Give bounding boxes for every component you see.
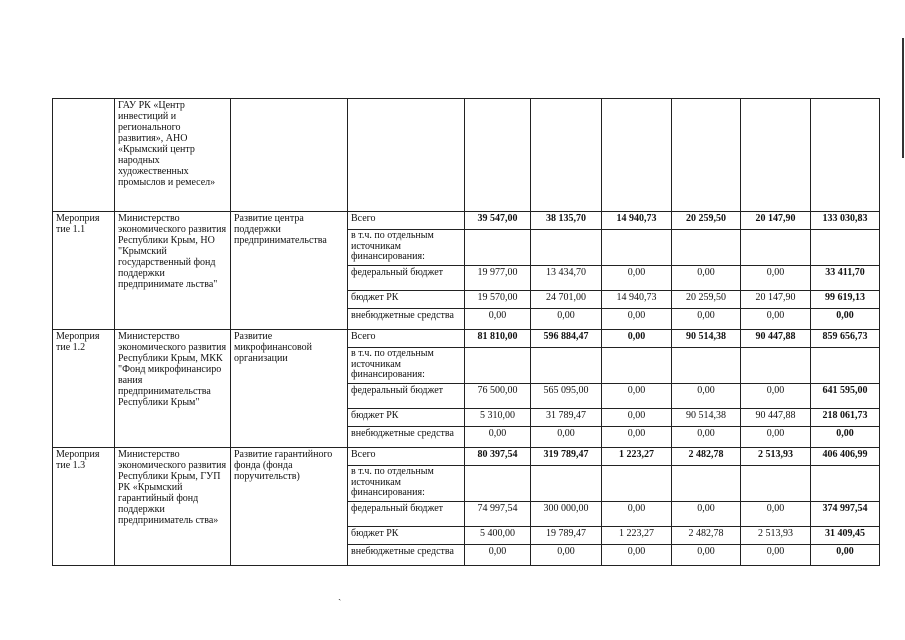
total-value-cell: 133 030,83 (811, 212, 880, 230)
source-label-cell: бюджет РК (348, 291, 465, 309)
title-cell: Развитие микрофинансовой организации (231, 330, 348, 448)
value-cell: 90 514,38 (672, 409, 741, 427)
stray-mark: ˏ (338, 590, 342, 601)
value-cell (602, 466, 672, 502)
source-label-cell: федеральный бюджет (348, 502, 465, 527)
value-cell: 0,00 (741, 502, 811, 527)
value-cell: 13 434,70 (531, 266, 602, 291)
value-cell (602, 348, 672, 384)
source-label-cell: федеральный бюджет (348, 384, 465, 409)
table-row (53, 448, 880, 466)
value-cell: 2 513,93 (741, 527, 811, 545)
value-cell: 20 259,50 (672, 212, 741, 230)
total-value-cell (811, 348, 880, 384)
value-cell (672, 348, 741, 384)
value-cell: 0,00 (602, 266, 672, 291)
value-cell (465, 348, 531, 384)
value-cell: 1 223,27 (602, 448, 672, 466)
value-cell (741, 230, 811, 266)
value-cell: 0,00 (741, 427, 811, 448)
source-label-cell: в т.ч. по отдельным источникам финансирования: (348, 230, 465, 266)
total-value-cell: 859 656,73 (811, 330, 880, 348)
value-cell: 0,00 (602, 427, 672, 448)
continuation-row (53, 99, 880, 212)
value-cell: 0,00 (672, 309, 741, 330)
value-cell: 0,00 (602, 409, 672, 427)
total-value-cell: 0,00 (811, 309, 880, 330)
value-cell: 0,00 (602, 545, 672, 566)
value-cell: 0,00 (672, 384, 741, 409)
executor-cell: ГАУ РК «Центр инвестиций и регионального развития», АНО «Крымский центр народных художественных промыслов и ремесел» (115, 99, 231, 212)
source-cell (348, 99, 465, 212)
title-cell (231, 99, 348, 212)
value-cell: 565 095,00 (531, 384, 602, 409)
value-cell: 39 547,00 (465, 212, 531, 230)
value-cell: 0,00 (672, 266, 741, 291)
total-value-cell: 406 406,99 (811, 448, 880, 466)
event-name-cell: Мероприя тие 1.1 (53, 212, 115, 330)
table-row (53, 212, 880, 230)
value-cell: 74 997,54 (465, 502, 531, 527)
value-cell (531, 230, 602, 266)
value-cell: 81 810,00 (465, 330, 531, 348)
total-value-cell: 99 619,13 (811, 291, 880, 309)
value-cell: 0,00 (531, 545, 602, 566)
value-cell: 90 447,88 (741, 330, 811, 348)
value-cell (811, 99, 880, 212)
value-cell (602, 99, 672, 212)
total-value-cell: 641 595,00 (811, 384, 880, 409)
source-label-cell: бюджет РК (348, 527, 465, 545)
value-cell: 20 147,90 (741, 291, 811, 309)
value-cell: 0,00 (602, 502, 672, 527)
value-cell: 2 482,78 (672, 527, 741, 545)
source-label-cell: внебюджетные средства (348, 545, 465, 566)
source-label-cell: в т.ч. по отдельным источникам финансирования: (348, 348, 465, 384)
source-label-cell: в т.ч. по отдельным источникам финансирования: (348, 466, 465, 502)
value-cell: 0,00 (741, 384, 811, 409)
executor-cell: Министерство экономического развития Республики Крым, НО "Крымский государственный фонд поддержки предпринимате льства" (115, 212, 231, 330)
value-cell: 2 513,93 (741, 448, 811, 466)
value-cell (741, 348, 811, 384)
value-cell: 90 514,38 (672, 330, 741, 348)
value-cell: 5 310,00 (465, 409, 531, 427)
total-value-cell (811, 230, 880, 266)
value-cell (602, 230, 672, 266)
value-cell: 319 789,47 (531, 448, 602, 466)
value-cell: 14 940,73 (602, 212, 672, 230)
table-row (53, 330, 880, 348)
source-label-cell: Всего (348, 212, 465, 230)
value-cell: 0,00 (531, 427, 602, 448)
title-cell: Развитие центра поддержки предпринимательства (231, 212, 348, 330)
value-cell: 2 482,78 (672, 448, 741, 466)
value-cell: 0,00 (602, 384, 672, 409)
value-cell (531, 348, 602, 384)
value-cell: 0,00 (602, 309, 672, 330)
value-cell: 80 397,54 (465, 448, 531, 466)
value-cell (531, 99, 602, 212)
total-value-cell: 0,00 (811, 545, 880, 566)
value-cell: 596 884,47 (531, 330, 602, 348)
total-value-cell: 0,00 (811, 427, 880, 448)
value-cell: 19 570,00 (465, 291, 531, 309)
budget-table (52, 98, 880, 566)
value-cell: 0,00 (531, 309, 602, 330)
value-cell (672, 230, 741, 266)
source-label-cell: бюджет РК (348, 409, 465, 427)
event-name-cell: Мероприя тие 1.3 (53, 448, 115, 566)
total-value-cell (811, 466, 880, 502)
total-value-cell: 33 411,70 (811, 266, 880, 291)
source-label-cell: внебюджетные средства (348, 427, 465, 448)
value-cell: 0,00 (672, 427, 741, 448)
page-edge-line (902, 38, 904, 158)
value-cell (465, 99, 531, 212)
value-cell (465, 466, 531, 502)
value-cell: 20 147,90 (741, 212, 811, 230)
executor-cell: Министерство экономического развития Республики Крым, МКК "Фонд микрофинансиро вания предпринимательства Республики Крым" (115, 330, 231, 448)
value-cell: 0,00 (465, 427, 531, 448)
value-cell (672, 99, 741, 212)
event-cell (53, 99, 115, 212)
value-cell: 0,00 (602, 330, 672, 348)
value-cell: 90 447,88 (741, 409, 811, 427)
executor-cell: Министерство экономического развития Республики Крым, ГУП РК «Крымский гарантийный фонд поддержки предприниматель ства» (115, 448, 231, 566)
value-cell: 19 977,00 (465, 266, 531, 291)
value-cell: 0,00 (741, 545, 811, 566)
title-cell: Развитие гарантийного фонда (фонда поручительств) (231, 448, 348, 566)
total-value-cell: 31 409,45 (811, 527, 880, 545)
value-cell: 24 701,00 (531, 291, 602, 309)
value-cell (741, 466, 811, 502)
value-cell: 0,00 (672, 545, 741, 566)
value-cell (672, 466, 741, 502)
value-cell: 0,00 (741, 266, 811, 291)
value-cell: 76 500,00 (465, 384, 531, 409)
value-cell: 0,00 (672, 502, 741, 527)
source-label-cell: федеральный бюджет (348, 266, 465, 291)
value-cell: 5 400,00 (465, 527, 531, 545)
value-cell: 19 789,47 (531, 527, 602, 545)
source-label-cell: Всего (348, 330, 465, 348)
value-cell: 0,00 (465, 545, 531, 566)
value-cell: 31 789,47 (531, 409, 602, 427)
value-cell: 300 000,00 (531, 502, 602, 527)
total-value-cell: 218 061,73 (811, 409, 880, 427)
value-cell: 14 940,73 (602, 291, 672, 309)
value-cell: 38 135,70 (531, 212, 602, 230)
value-cell: 20 259,50 (672, 291, 741, 309)
event-name-cell: Мероприя тие 1.2 (53, 330, 115, 448)
value-cell: 0,00 (465, 309, 531, 330)
value-cell (741, 99, 811, 212)
value-cell (531, 466, 602, 502)
value-cell: 0,00 (741, 309, 811, 330)
value-cell: 1 223,27 (602, 527, 672, 545)
source-label-cell: Всего (348, 448, 465, 466)
total-value-cell: 374 997,54 (811, 502, 880, 527)
value-cell (465, 230, 531, 266)
source-label-cell: внебюджетные средства (348, 309, 465, 330)
